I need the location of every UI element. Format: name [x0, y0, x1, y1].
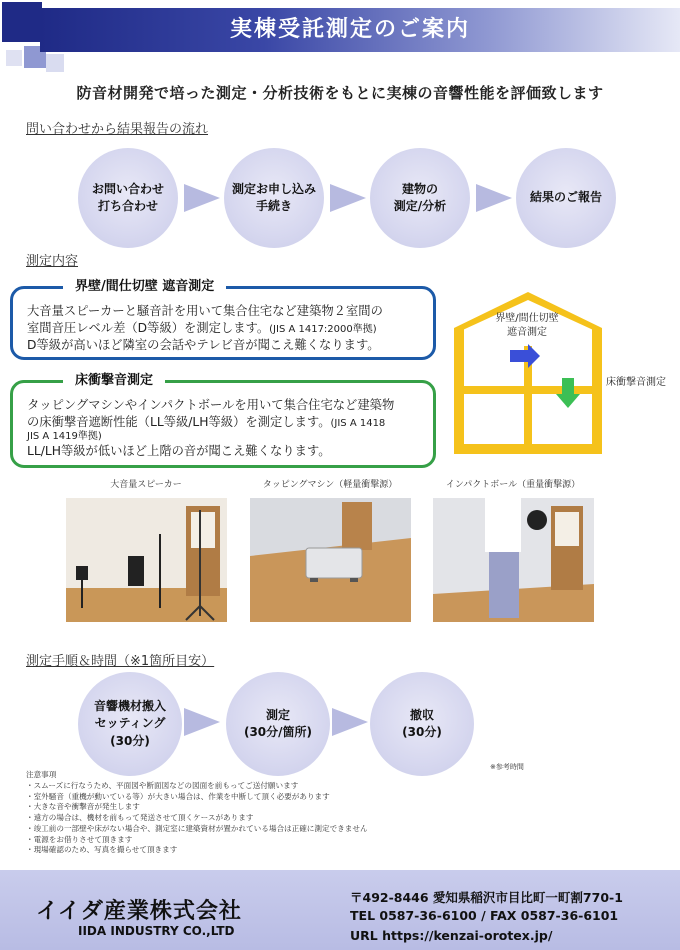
photo-speaker — [66, 498, 227, 622]
procedure-arrow-icon — [332, 708, 368, 736]
notes-item: ・現場確認のため、写真を撮らせて頂きます — [26, 845, 178, 855]
procedure-step-removal: 撤収 (30分) — [370, 672, 474, 776]
floor-text-line: の床衝撃音遮断性能（LL等級/LH等級）を測定します。(JIS A 1418 — [27, 415, 386, 430]
flow-arrow-icon — [330, 184, 366, 212]
photo-part — [310, 578, 318, 582]
floor-text-line: LL/LH等級が低いほど上階の音が聞こえ難くなります。 — [27, 444, 331, 459]
notes-item: ・遠方の場合は、機材を前もって発送させて頂くケースがあります — [26, 813, 254, 823]
notes-item: ・室外騒音（重機が動いている等）が大きい場合は、作業を中断して頂く必要があります — [26, 791, 330, 801]
wall-text-line: D等級が高いほど隣室の会話やテレビ音が聞こえ難くなります。 — [27, 338, 380, 353]
photo-part — [527, 510, 547, 530]
flow-step-application: 測定お申し込み 手続き — [224, 148, 324, 248]
photo-part — [555, 512, 579, 546]
page-subtitle: 防音材開発で培った測定・分析技術をもとに実棟の音響性能を評価致します — [76, 84, 604, 102]
photo-part — [128, 556, 144, 586]
footer — [0, 870, 680, 950]
photo-part — [306, 548, 362, 578]
wall-measurement-title: 界壁/間仕切壁 遮音測定 — [63, 278, 226, 296]
company-name: イイダ産業株式会社 — [36, 899, 242, 924]
procedure-section-label: 測定手順＆時間（※1箇所目安） — [26, 654, 215, 669]
floor-text-line: タッピングマシンやインパクトボールを用いて集合住宅など建築物 — [27, 398, 395, 412]
photo-part — [485, 498, 521, 552]
company-name-en: IIDA INDUSTRY CO.,LTD — [78, 924, 235, 938]
flow-step-measurement: 建物の 測定/分析 — [370, 148, 470, 248]
photo-caption-tapping: タッピングマシン（軽量衝撃源） — [262, 480, 398, 490]
floor-measurement-title: 床衝撃音測定 — [63, 372, 165, 390]
diagram-wall-label: 界壁/間仕切壁 遮音測定 — [495, 313, 559, 338]
flow-section-label: 問い合わせから結果報告の流れ — [26, 122, 209, 137]
photo-part — [342, 502, 372, 550]
procedure-step-measure: 測定 (30分/箇所) — [226, 672, 330, 776]
diagram-floor-label: 床衝撃音測定 — [606, 377, 666, 388]
photo-part — [489, 552, 519, 618]
photo-part — [350, 578, 358, 582]
header — [0, 0, 680, 78]
decor-square — [46, 54, 64, 72]
notes-item: ・大きな音や衝撃音が発生します — [26, 802, 140, 812]
photo-part — [191, 512, 215, 548]
wall-measurement-box — [10, 279, 436, 360]
decor-square — [6, 50, 22, 66]
flow-step-report: 結果のご報告 — [516, 148, 616, 248]
wall-text-line: 室間音圧レベル差（D等級）を測定します。(JIS A 1417:2000準拠) — [27, 321, 377, 336]
photo-part — [76, 566, 88, 580]
photo-caption-speaker: 大音量スピーカー — [110, 480, 182, 490]
procedure-step-setup: 音響機材搬入 セッティング (30分) — [78, 672, 182, 776]
notes-title: 注意事項 — [26, 770, 57, 779]
flow-arrow-icon — [184, 184, 220, 212]
floor-measurement-box — [10, 373, 436, 468]
decor-square — [2, 2, 42, 42]
notes-item: ・電源をお借りさせて頂きます — [26, 834, 133, 844]
flow-step-inquiry: お問い合わせ 打ち合わせ — [78, 148, 178, 248]
procedure-arrow-icon — [184, 708, 220, 736]
content-section-label: 測定内容 — [26, 254, 79, 269]
photo-caption-impact: インパクトボール（重量衝撃源） — [445, 480, 581, 490]
notes-item: ・竣工前の一部壁や床がない場合や、測定室に建築資材が置かれている場合は正確に測定できません — [26, 823, 368, 833]
notes — [26, 770, 368, 856]
photo-impact-ball — [433, 498, 594, 622]
company-tel-fax: TEL 0587-36-6100 / FAX 0587-36-6101 — [350, 908, 619, 923]
floor-text-line: JIS A 1419準拠) — [27, 431, 102, 443]
company-url-link[interactable]: URL https://kenzai-orotex.jp/ — [350, 928, 553, 943]
flow-arrow-icon — [476, 184, 512, 212]
reference-time-note: ※参考時間 — [490, 763, 524, 771]
company-address: 〒492-8446 愛知県稲沢市目比町一町割770-1 — [350, 890, 623, 905]
notes-item: ・スムーズに行なうため、平面図や断面図などの図面を前もってご送付願います — [26, 780, 299, 790]
wall-text-line: 大音量スピーカーと騒音計を用いて集合住宅など建築物２室間の — [27, 304, 383, 318]
page-title: 実棟受託測定のご案内 — [229, 17, 470, 42]
photo-tapping-machine — [250, 498, 411, 622]
